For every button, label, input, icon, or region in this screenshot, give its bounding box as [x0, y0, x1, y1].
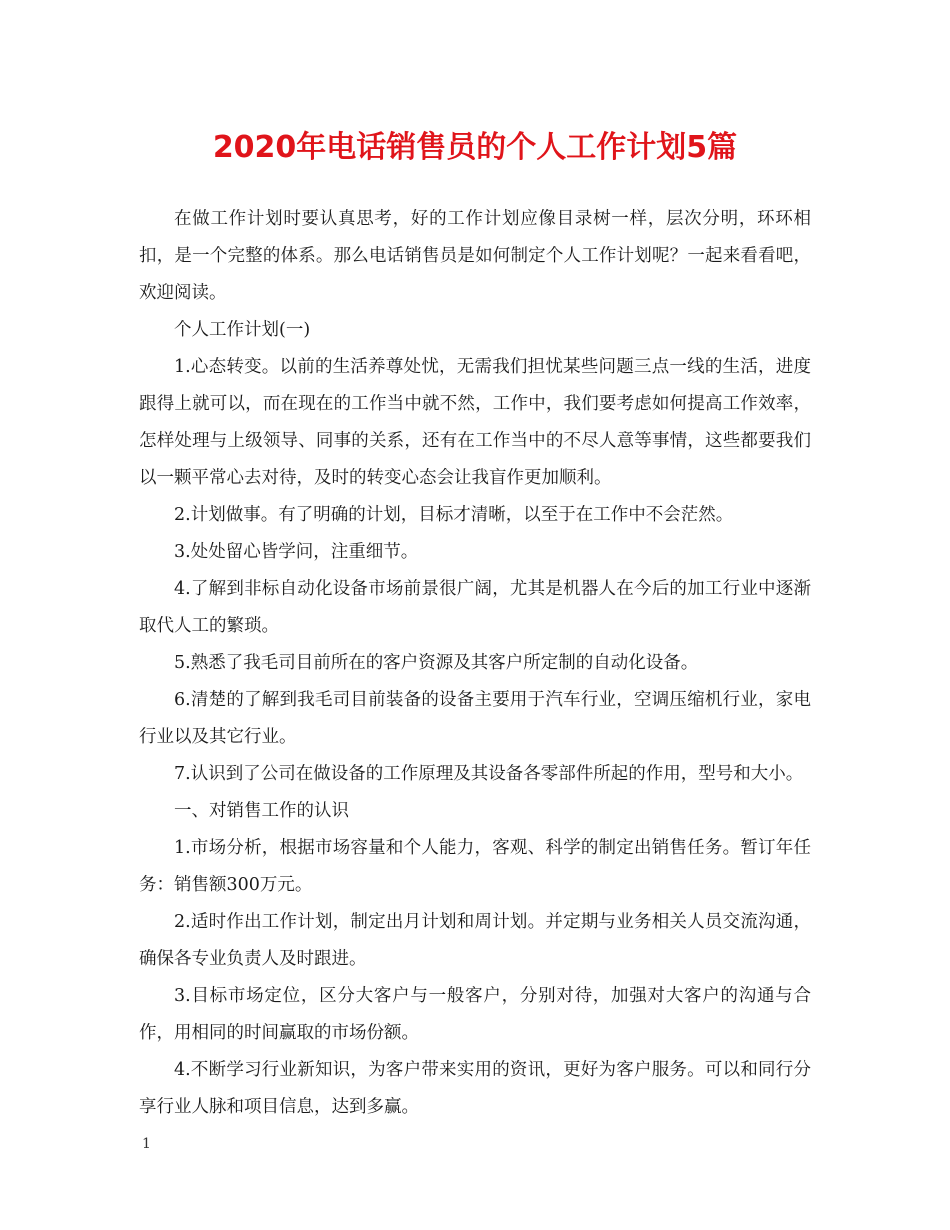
- paragraph-item: 1.心态转变。以前的生活养尊处忧，无需我们担忧某些问题三点一线的生活，进度跟得上就可以，而在现在的工作当中就不然，工作中，我们要考虑如何提高工作效率，怎样处理与上级领导、同事的关系，还有在工作当中的不尽人意等事情，这些都要我们以一颗平常心去对待，及时的转变心态会让我盲作更加顺利。: [139, 357, 811, 488]
- section-heading-sales-understanding: 一、对销售工作的认识: [174, 801, 349, 821]
- section-heading-plan-1: 个人工作计划(一): [174, 320, 311, 340]
- paragraph-item: 4.不断学习行业新知识，为客户带来实用的资讯，更好为客户服务。可以和同行分享行业人脉和项目信息，达到多赢。: [139, 1060, 811, 1117]
- paragraph-item: 5.熟悉了我毛司目前所在的客户资源及其客户所定制的自动化设备。: [174, 653, 699, 673]
- document-body: [139, 201, 811, 1126]
- paragraph-item: 1.市场分析，根据市场容量和个人能力，客观、科学的制定出销售任务。暂订年任务：销售额300万元。: [139, 838, 811, 895]
- paragraph-item: 4.了解到非标自动化设备市场前景很广阔，尤其是机器人在今后的加工行业中逐渐取代人工的繁琐。: [139, 579, 811, 636]
- page-number: 1: [142, 1136, 151, 1152]
- paragraph-intro: 在做工作计划时要认真思考，好的工作计划应像目录树一样，层次分明，环环相扣，是一个完整的体系。那么电话销售员是如何制定个人工作计划呢？一起来看看吧，欢迎阅读。: [139, 209, 811, 303]
- paragraph-item: 3.目标市场定位，区分大客户与一般客户，分别对待，加强对大客户的沟通与合作，用相同的时间赢取的市场份额。: [139, 986, 811, 1043]
- paragraph-item: 6.清楚的了解到我毛司目前装备的设备主要用于汽车行业，空调压缩机行业，家电行业以及其它行业。: [139, 690, 811, 747]
- paragraph-item: 3.处处留心皆学问，注重细节。: [174, 542, 419, 562]
- paragraph-item: 7.认识到了公司在做设备的工作原理及其设备各零部件所起的作用，型号和大小。: [174, 764, 804, 784]
- paragraph-item: 2.计划做事。有了明确的计划，目标才清晰，以至于在工作中不会茫然。: [174, 505, 734, 525]
- paragraph-item: 2.适时作出工作计划，制定出月计划和周计划。并定期与业务相关人员交流沟通，确保各专业负责人及时跟进。: [139, 912, 811, 969]
- document-title: 2020年电话销售员的个人工作计划5篇: [212, 130, 738, 165]
